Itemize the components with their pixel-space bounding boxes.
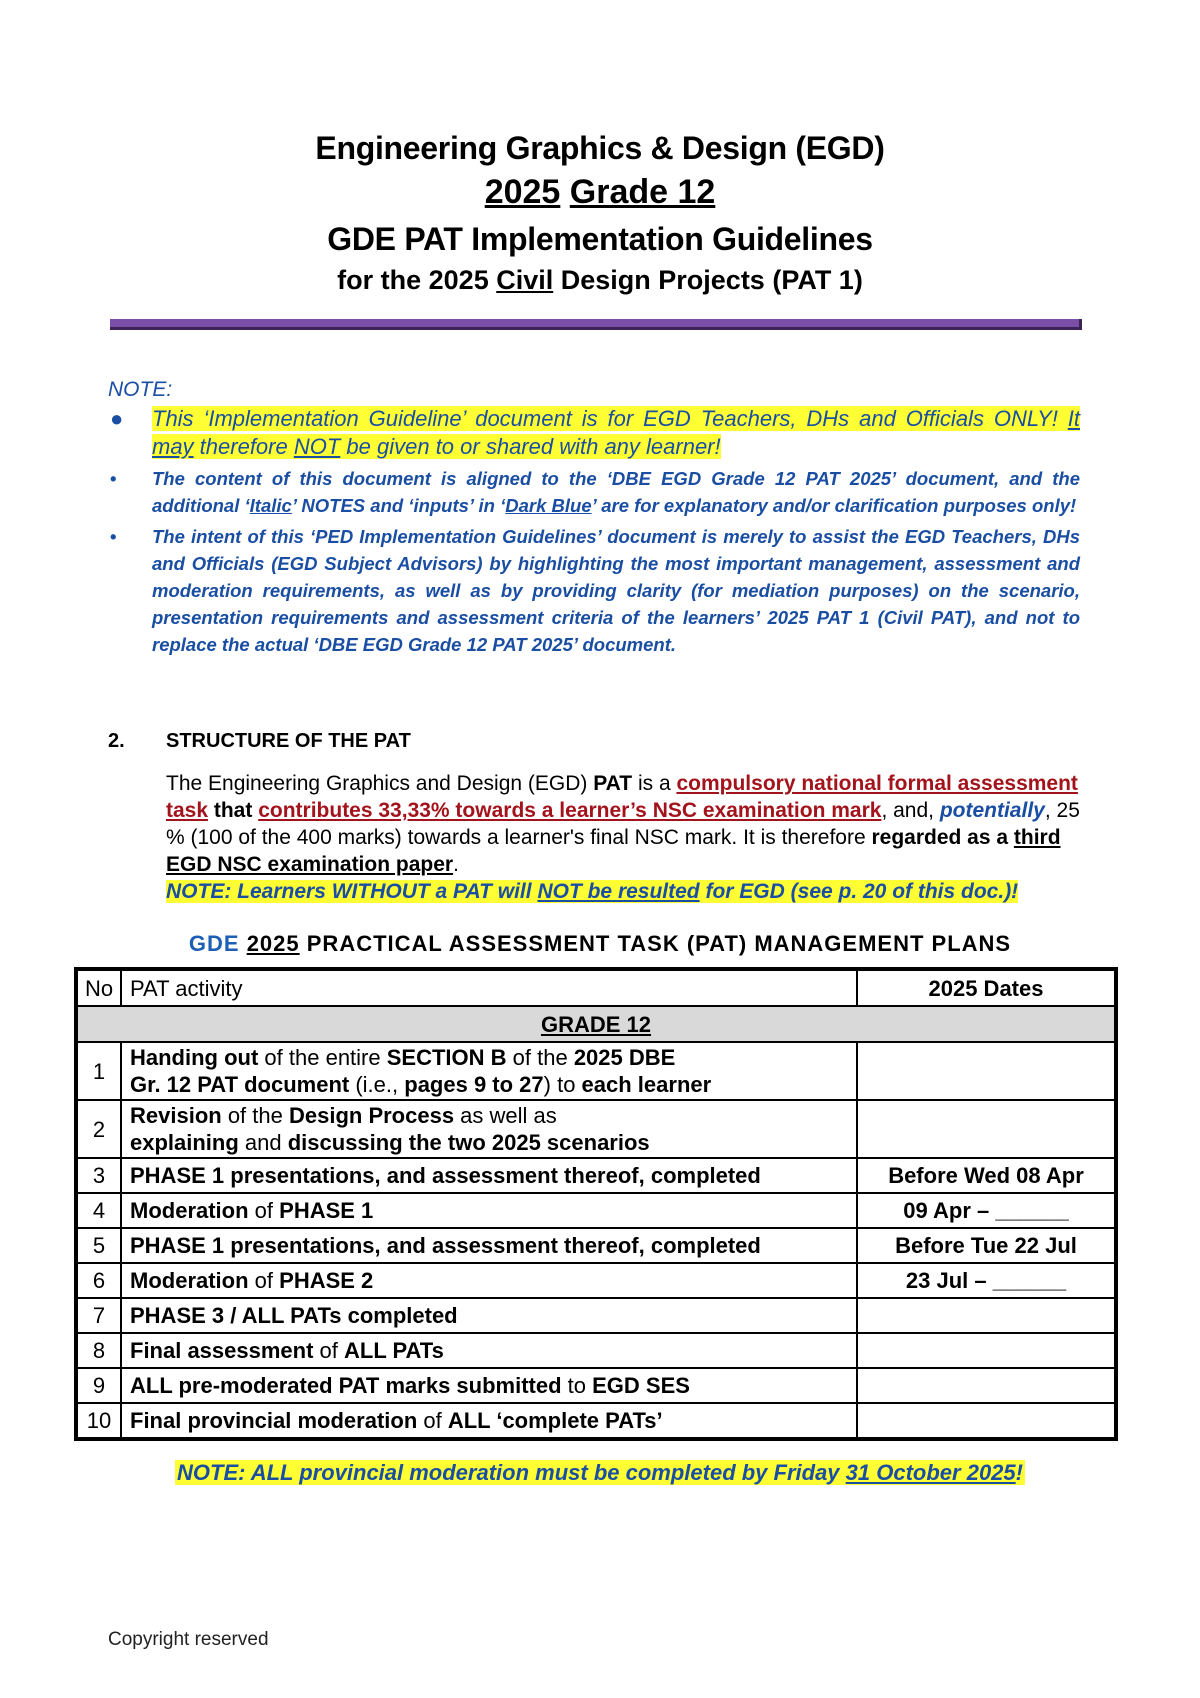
activity-part: Design Process	[288, 1103, 455, 1128]
row-activity	[121, 1100, 857, 1158]
para-contribution: contributes 33,33% towards a learner’s NSC examination mark	[258, 799, 882, 822]
row-activity: PHASE 1 presentations, and assessment thereof, completed	[121, 1158, 857, 1193]
row-number: 9	[76, 1368, 121, 1403]
table-row	[76, 1042, 1116, 1100]
activity-part: EGD SES	[592, 1373, 690, 1398]
activity-part: Moderation	[130, 1198, 249, 1223]
para-regarded: regarded as a	[871, 826, 1014, 849]
plan-title-rest: PRACTICAL ASSESSMENT TASK (PAT) MANAGEMENT PLANS	[299, 931, 1012, 956]
title-line-4	[0, 262, 1200, 298]
title-line-3: GDE PAT Implementation Guidelines	[327, 221, 873, 257]
title-civil: Civil	[496, 265, 554, 295]
activity-part: of	[248, 1198, 280, 1223]
management-plan-table	[74, 967, 1118, 1441]
activity-part: of the	[506, 1045, 574, 1070]
row-date	[857, 1368, 1116, 1403]
activity-part: Gr. 12 PAT document	[130, 1072, 350, 1097]
note-bullet-2-part-b: ’ NOTES and ‘inputs’ in ‘	[291, 495, 506, 516]
note-bullet-2-part-a: The content of this document is aligned to the ‘DBE EGD Grade 12 PAT 2025’ document, and the additional ‘	[152, 468, 1080, 516]
bullet-dot-icon: •	[110, 526, 117, 547]
activity-part: (i.e.,	[349, 1072, 405, 1097]
management-plan-title	[0, 931, 1200, 957]
activity-part: of	[248, 1268, 280, 1293]
row-date: Before Tue 22 Jul	[857, 1228, 1116, 1263]
para-part-c: that	[208, 799, 259, 822]
activity-part: Final provincial moderation	[130, 1408, 418, 1433]
bullet-dot-icon: •	[110, 468, 117, 489]
row-activity: PHASE 3 / ALL PATs completed	[121, 1298, 857, 1333]
activity-part: and	[238, 1130, 288, 1155]
note-heading: NOTE:	[108, 378, 173, 401]
plan-title-year: 2025	[246, 931, 300, 956]
activity-part: each learner	[581, 1072, 712, 1097]
row-number: 1	[76, 1042, 121, 1100]
table-row	[76, 1263, 1116, 1298]
row-date	[857, 1100, 1116, 1158]
table-header-row	[76, 969, 1116, 1006]
section-title: STRUCTURE OF THE PAT	[166, 730, 411, 752]
grade-label-text: GRADE 12	[540, 1011, 652, 1037]
title-year: 2025	[484, 173, 561, 211]
row-date: 09 Apr – ______	[857, 1193, 1116, 1228]
document-title-block	[0, 128, 1200, 298]
table-row	[76, 1403, 1116, 1439]
note-bullet-1-not: NOT	[293, 434, 341, 459]
note-bullet-2-dark-blue: Dark Blue	[505, 495, 592, 516]
row-activity	[121, 1193, 857, 1228]
row-number: 4	[76, 1193, 121, 1228]
table-row	[76, 1193, 1116, 1228]
note-bullet-1-text	[152, 406, 1080, 459]
row-number: 3	[76, 1158, 121, 1193]
table-row	[76, 1368, 1116, 1403]
title-line-2	[0, 168, 1200, 216]
header-no: No	[76, 969, 121, 1006]
final-note-highlight	[175, 1460, 1025, 1485]
note-bullet-1-part-e: be given to or shared with any learner!	[340, 434, 721, 459]
activity-part: ALL PATs	[344, 1338, 444, 1363]
activity-part: discussing the two 2025 scenarios	[287, 1130, 650, 1155]
row-date	[857, 1403, 1116, 1439]
note-section	[108, 376, 1080, 658]
activity-part: as well as	[454, 1103, 557, 1128]
row-number: 5	[76, 1228, 121, 1263]
activity-part: of the	[221, 1103, 289, 1128]
para-note-a: NOTE: Learners WITHOUT a PAT will	[166, 880, 538, 903]
para-part-e: , 25 % (100 of the 400 marks) towards a learner's final NSC mark. It is therefore	[166, 799, 1080, 849]
row-date	[857, 1298, 1116, 1333]
activity-part: Revision	[130, 1103, 222, 1128]
section-2-heading	[108, 730, 411, 753]
row-activity	[121, 1333, 857, 1368]
title-grade: Grade 12	[569, 173, 716, 211]
row-number: 2	[76, 1100, 121, 1158]
note-bullet-1-it-may: It may	[152, 406, 1080, 459]
final-note-end: !	[1015, 1460, 1023, 1485]
plan-title-gde: GDE	[188, 931, 247, 956]
bullet-dot-icon: ●	[110, 406, 124, 431]
title-line-4-pre: for the 2025	[337, 265, 497, 295]
section-2-paragraph	[166, 770, 1080, 905]
activity-part: Final assessment	[130, 1338, 314, 1363]
activity-part: ALL pre-moderated PAT marks submitted	[130, 1373, 562, 1398]
note-bullet-3	[108, 523, 1080, 658]
title-line-1: Engineering Graphics & Design (EGD)	[315, 130, 885, 166]
activity-part: of	[417, 1408, 448, 1433]
table-row	[76, 1333, 1116, 1368]
para-note	[166, 880, 1018, 903]
para-part-d: , and,	[881, 799, 940, 822]
activity-part: ALL ‘complete PATs’	[447, 1408, 663, 1433]
row-date: Before Wed 08 Apr	[857, 1158, 1116, 1193]
title-divider	[110, 319, 1082, 330]
final-note	[0, 1460, 1200, 1486]
activity-part: Moderation	[130, 1268, 249, 1293]
row-activity	[121, 1368, 857, 1403]
header-dates: 2025 Dates	[857, 969, 1116, 1006]
para-part-b: is a	[632, 772, 677, 795]
row-number: 7	[76, 1298, 121, 1333]
activity-part: Handing out	[130, 1045, 259, 1070]
title-line-4-post: Design Projects (PAT 1)	[553, 265, 863, 295]
note-bullet-1-part-c: therefore	[193, 434, 294, 459]
activity-part: ) to	[543, 1072, 582, 1097]
table-row	[76, 1228, 1116, 1263]
section-number: 2.	[108, 730, 125, 752]
activity-part: SECTION B	[386, 1045, 507, 1070]
para-potentially: potentially	[939, 799, 1045, 822]
note-bullet-1-part-a: This ‘Implementation Guideline’ document is for EGD Teachers, DHs and Officials ONLY!	[152, 406, 1068, 431]
note-bullet-2	[108, 465, 1080, 519]
para-pat: PAT	[593, 772, 633, 795]
note-bullet-1	[108, 405, 1080, 461]
row-activity	[121, 1263, 857, 1298]
para-third-paper: third EGD NSC examination paper	[166, 826, 1061, 876]
grade-label	[76, 1006, 1116, 1042]
table-row	[76, 1100, 1116, 1158]
para-note-b: for EGD (see p. 20 of this doc.)!	[699, 880, 1019, 903]
row-activity: PHASE 1 presentations, and assessment thereof, completed	[121, 1228, 857, 1263]
table-row	[76, 1298, 1116, 1333]
row-number: 8	[76, 1333, 121, 1368]
final-note-text: NOTE: ALL provincial moderation must be completed by Friday	[177, 1460, 846, 1485]
note-bullet-2-part-c: ’ are for explanatory and/or clarification purposes only!	[591, 495, 1077, 516]
activity-part: PHASE 1	[279, 1198, 374, 1223]
note-bullet-3-text: The intent of this ‘PED Implementation Guidelines’ document is merely to assist the EGD Teachers, DHs and Officials (EGD Subject Advisors) by highlighting the most important management, assessment and moderation requirements, as well as by providing clarity (for mediation purposes) on the scenario, presentation requirements and assessment criteria of the learners’ 2025 PAT 1 (Civil PAT), and not to replace the actual ‘DBE EGD Grade 12 PAT 2025’ document.	[152, 526, 1080, 655]
activity-part: PHASE 2	[279, 1268, 374, 1293]
para-note-not-resulted: NOT be resulted	[537, 880, 700, 903]
activity-part: explaining	[130, 1130, 239, 1155]
para-part-f: .	[453, 853, 459, 876]
row-date	[857, 1042, 1116, 1100]
grade-row	[76, 1006, 1116, 1042]
activity-part: of the entire	[258, 1045, 387, 1070]
row-activity	[121, 1403, 857, 1439]
table-row	[76, 1158, 1116, 1193]
row-date: 23 Jul – ______	[857, 1263, 1116, 1298]
row-activity	[121, 1042, 857, 1100]
row-date	[857, 1333, 1116, 1368]
header-activity: PAT activity	[121, 969, 857, 1006]
row-number: 6	[76, 1263, 121, 1298]
activity-part: to	[561, 1373, 593, 1398]
footer-copyright: Copyright reserved	[108, 1629, 269, 1650]
note-bullet-2-italic: Italic	[249, 495, 292, 516]
final-note-date: 31 October 2025	[845, 1460, 1016, 1485]
activity-part: of	[313, 1338, 345, 1363]
row-number: 10	[76, 1403, 121, 1439]
activity-part: pages 9 to 27	[404, 1072, 544, 1097]
para-part-a: The Engineering Graphics and Design (EGD)	[166, 772, 594, 795]
activity-part: 2025 DBE	[573, 1045, 676, 1070]
para-compulsory-task: compulsory national formal assessment task	[166, 772, 1078, 822]
